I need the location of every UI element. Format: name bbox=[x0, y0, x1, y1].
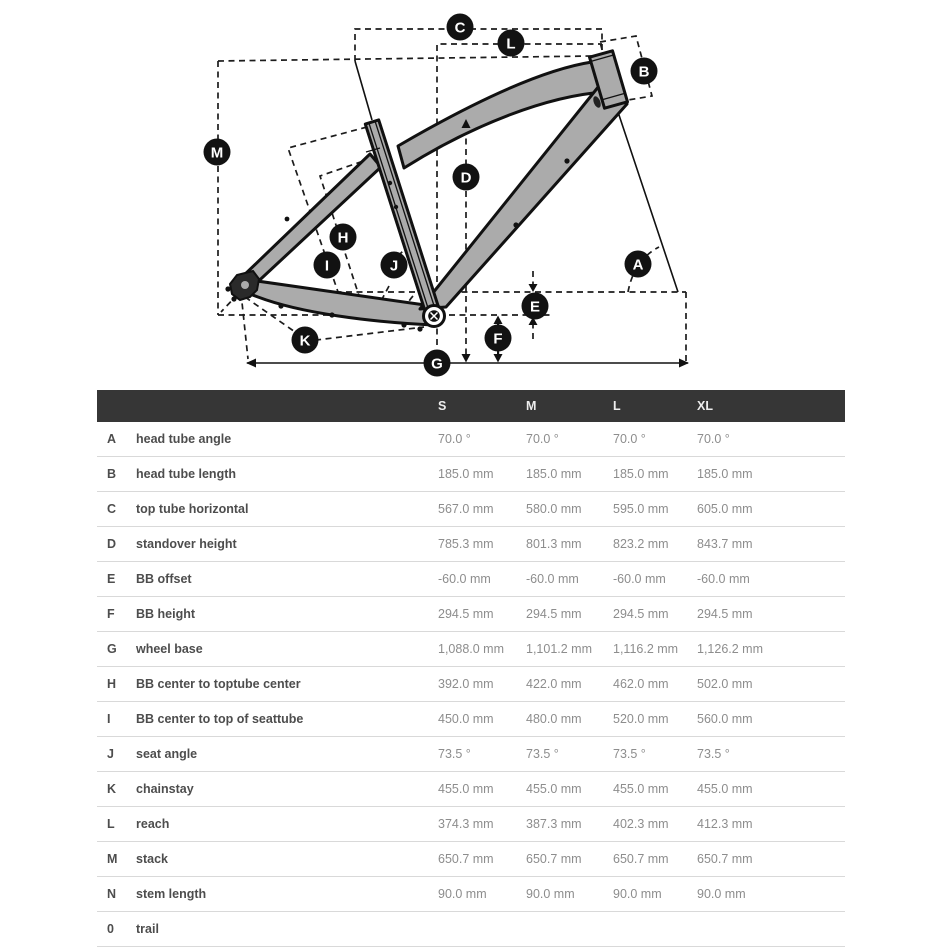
row-value-s: 73.5 ° bbox=[438, 747, 471, 761]
row-letter: J bbox=[107, 747, 114, 761]
row-value-m: 455.0 mm bbox=[526, 782, 582, 796]
row-value-xl: 70.0 ° bbox=[697, 432, 730, 446]
row-letter: C bbox=[107, 502, 117, 516]
table-row-bb-center-to-toptube-center bbox=[97, 667, 845, 702]
table-row-head-tube-length bbox=[97, 457, 845, 492]
row-value-m: 294.5 mm bbox=[526, 607, 582, 621]
row-value-l: 73.5 ° bbox=[613, 747, 646, 761]
row-name: reach bbox=[136, 817, 170, 831]
row-value-xl: 185.0 mm bbox=[697, 467, 753, 481]
row-name: head tube angle bbox=[136, 432, 232, 446]
dimension-label-a bbox=[625, 251, 652, 278]
row-name: top tube horizontal bbox=[136, 502, 249, 516]
svg-text:D: D bbox=[460, 169, 472, 187]
row-letter: G bbox=[107, 642, 117, 656]
row-value-s: 392.0 mm bbox=[438, 677, 494, 691]
table-row-head-tube-angle bbox=[97, 422, 845, 457]
row-letter: 0 bbox=[107, 922, 114, 936]
dimension-label-h bbox=[330, 224, 357, 251]
dimension-label-m bbox=[204, 139, 231, 166]
svg-text:K: K bbox=[299, 332, 311, 350]
seatmast-leader-line bbox=[355, 61, 372, 120]
chainstay-tube bbox=[242, 279, 433, 325]
row-value-l: -60.0 mm bbox=[613, 572, 666, 586]
standover-arrow-down bbox=[462, 354, 471, 363]
row-value-m: 580.0 mm bbox=[526, 502, 582, 516]
svg-text:B: B bbox=[638, 63, 650, 81]
row-name: head tube length bbox=[136, 467, 236, 481]
row-value-s: -60.0 mm bbox=[438, 572, 491, 586]
row-value-m: 1,101.2 mm bbox=[526, 642, 593, 656]
table-row-stem-length bbox=[97, 877, 845, 912]
row-value-m: 650.7 mm bbox=[526, 852, 582, 866]
row-value-s: 294.5 mm bbox=[438, 607, 494, 621]
cable-guide bbox=[417, 326, 422, 331]
row-value-s: 185.0 mm bbox=[438, 467, 494, 481]
row-value-l: 462.0 mm bbox=[613, 677, 669, 691]
svg-text:L: L bbox=[506, 35, 516, 53]
row-value-m: 387.3 mm bbox=[526, 817, 582, 831]
dimension-label-b bbox=[631, 58, 658, 85]
dimension-label-j bbox=[381, 252, 408, 279]
row-value-l: 595.0 mm bbox=[613, 502, 669, 516]
row-value-l: 520.0 mm bbox=[613, 712, 669, 726]
bottle-boss bbox=[394, 205, 398, 209]
row-name: seat angle bbox=[136, 747, 198, 761]
bike-frame-svg bbox=[0, 0, 941, 388]
cable-guide bbox=[513, 222, 518, 227]
row-letter: K bbox=[107, 782, 117, 796]
table-row-trail bbox=[97, 912, 845, 947]
row-name: BB height bbox=[136, 607, 196, 621]
row-letter: L bbox=[107, 817, 115, 831]
size-column-header-l: L bbox=[613, 399, 621, 413]
table-row-bb-center-to-top-of-seattube bbox=[97, 702, 845, 737]
dimension-label-f bbox=[485, 325, 512, 352]
bb-height-arrow-down bbox=[494, 354, 503, 363]
frame-geometry-diagram bbox=[0, 0, 941, 388]
svg-text:E: E bbox=[529, 298, 541, 316]
row-value-l: 455.0 mm bbox=[613, 782, 669, 796]
row-letter: B bbox=[107, 467, 117, 481]
dropout-tab bbox=[231, 296, 236, 301]
cable-guide bbox=[278, 303, 283, 308]
row-value-xl: 843.7 mm bbox=[697, 537, 753, 551]
wheelbase-arrow-right bbox=[679, 359, 689, 368]
dropout-tab bbox=[225, 286, 230, 291]
row-value-xl: 412.3 mm bbox=[697, 817, 753, 831]
row-value-m: 422.0 mm bbox=[526, 677, 582, 691]
row-value-s: 1,088.0 mm bbox=[438, 642, 505, 656]
table-row-seat-angle bbox=[97, 737, 845, 772]
svg-text:G: G bbox=[431, 355, 443, 373]
row-letter: D bbox=[107, 537, 117, 551]
row-name: trail bbox=[136, 922, 159, 936]
row-letter: M bbox=[107, 852, 118, 866]
row-value-xl: 650.7 mm bbox=[697, 852, 753, 866]
svg-text:A: A bbox=[632, 256, 644, 274]
row-value-s: 567.0 mm bbox=[438, 502, 494, 516]
bb-offset-arrow-down bbox=[529, 284, 538, 292]
cable-guide bbox=[401, 322, 406, 327]
row-value-s: 455.0 mm bbox=[438, 782, 494, 796]
row-name: stem length bbox=[136, 887, 207, 901]
row-letter: E bbox=[107, 572, 116, 586]
svg-text:J: J bbox=[389, 257, 399, 275]
table-row-wheel-base bbox=[97, 632, 845, 667]
row-value-m: 73.5 ° bbox=[526, 747, 559, 761]
row-value-m: 801.3 mm bbox=[526, 537, 582, 551]
row-name: wheel base bbox=[136, 642, 203, 656]
bb-height-arrow-up bbox=[494, 316, 503, 325]
dimension-label-i bbox=[314, 252, 341, 279]
svg-text:F: F bbox=[493, 330, 503, 348]
row-name: standover height bbox=[136, 537, 237, 551]
row-value-l: 823.2 mm bbox=[613, 537, 669, 551]
row-value-l: 90.0 mm bbox=[613, 887, 662, 901]
row-value-xl: 560.0 mm bbox=[697, 712, 753, 726]
table-header bbox=[97, 390, 845, 422]
dropout-ground-line bbox=[241, 293, 248, 359]
row-value-m: 90.0 mm bbox=[526, 887, 575, 901]
row-value-s: 785.3 mm bbox=[438, 537, 494, 551]
row-letter: F bbox=[107, 607, 115, 621]
row-value-l: 650.7 mm bbox=[613, 852, 669, 866]
row-letter: N bbox=[107, 887, 117, 901]
geometry-table bbox=[97, 390, 845, 947]
stack-top-line bbox=[218, 56, 592, 61]
row-letter: I bbox=[107, 712, 111, 726]
dimension-label-e bbox=[522, 293, 549, 320]
row-value-l: 1,116.2 mm bbox=[613, 642, 679, 656]
row-value-s: 90.0 mm bbox=[438, 887, 487, 901]
row-value-m: 480.0 mm bbox=[526, 712, 582, 726]
row-value-xl: 1,126.2 mm bbox=[697, 642, 764, 656]
row-name: BB offset bbox=[136, 572, 192, 586]
table-row-top-tube-horizontal bbox=[97, 492, 845, 527]
row-value-l: 294.5 mm bbox=[613, 607, 669, 621]
row-value-xl: 294.5 mm bbox=[697, 607, 753, 621]
bottle-boss bbox=[388, 181, 392, 185]
row-value-l: 402.3 mm bbox=[613, 817, 669, 831]
row-value-l: 70.0 ° bbox=[613, 432, 646, 446]
row-name: stack bbox=[136, 852, 168, 866]
dropout-center bbox=[241, 281, 249, 289]
table-row-standover-height bbox=[97, 527, 845, 562]
row-value-s: 70.0 ° bbox=[438, 432, 471, 446]
cable-guide bbox=[564, 158, 569, 163]
row-value-m: 185.0 mm bbox=[526, 467, 582, 481]
dimension-label-l bbox=[498, 30, 525, 57]
row-letter: H bbox=[107, 677, 117, 691]
size-column-header-s: S bbox=[438, 399, 447, 413]
size-column-header-m: M bbox=[526, 399, 537, 413]
cable-guide bbox=[285, 217, 290, 222]
svg-text:M: M bbox=[210, 144, 224, 162]
row-value-s: 650.7 mm bbox=[438, 852, 494, 866]
svg-text:I: I bbox=[324, 257, 330, 275]
row-name: BB center to top of seattube bbox=[136, 712, 304, 726]
dimension-label-c bbox=[447, 14, 474, 41]
table-row-chainstay bbox=[97, 772, 845, 807]
table-row-stack bbox=[97, 842, 845, 877]
row-value-m: 70.0 ° bbox=[526, 432, 559, 446]
bike-frame bbox=[225, 51, 627, 332]
row-value-xl: 73.5 ° bbox=[697, 747, 730, 761]
row-value-s: 374.3 mm bbox=[438, 817, 494, 831]
seatstay-tube bbox=[240, 154, 381, 290]
row-value-xl: 502.0 mm bbox=[697, 677, 753, 691]
row-name: chainstay bbox=[136, 782, 194, 796]
cable-guide bbox=[329, 312, 334, 317]
row-value-xl: 605.0 mm bbox=[697, 502, 753, 516]
dimension-label-k bbox=[292, 327, 319, 354]
size-column-header-xl: XL bbox=[697, 399, 713, 413]
row-value-m: -60.0 mm bbox=[526, 572, 579, 586]
wheelbase-arrow-left bbox=[246, 359, 256, 368]
row-value-xl: 90.0 mm bbox=[697, 887, 746, 901]
svg-text:C: C bbox=[454, 19, 466, 37]
row-value-xl: 455.0 mm bbox=[697, 782, 753, 796]
svg-text:H: H bbox=[337, 229, 349, 247]
table-row-bb-height bbox=[97, 597, 845, 632]
dimension-label-d bbox=[453, 164, 480, 191]
row-value-l: 185.0 mm bbox=[613, 467, 669, 481]
row-letter: A bbox=[107, 432, 117, 446]
table-row-reach bbox=[97, 807, 845, 842]
dimension-label-g bbox=[424, 350, 451, 377]
row-value-s: 450.0 mm bbox=[438, 712, 494, 726]
row-value-xl: -60.0 mm bbox=[697, 572, 750, 586]
table-row-bb-offset bbox=[97, 562, 845, 597]
row-name: BB center to toptube center bbox=[136, 677, 301, 691]
